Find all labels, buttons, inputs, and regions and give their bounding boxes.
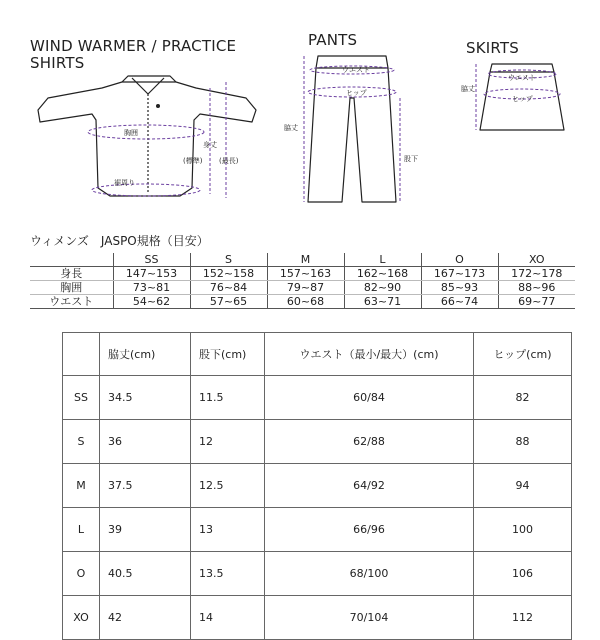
jaspo-cell: 152~158	[190, 267, 267, 281]
table-row	[63, 464, 572, 508]
jaspo-header-xo: XO	[498, 253, 575, 267]
waist-cell: 60/84	[265, 376, 474, 420]
inseam-cell: 12	[191, 420, 265, 464]
jaspo-cell: 73~81	[113, 281, 190, 295]
shirt-hem-label: 裾周り	[114, 179, 135, 187]
jaspo-cell: 82~90	[344, 281, 421, 295]
side-length-cell: 34.5	[100, 376, 191, 420]
hip-cell: 94	[474, 464, 572, 508]
jaspo-cell: 162~168	[344, 267, 421, 281]
jaspo-cell: 66~74	[421, 295, 498, 309]
jaspo-header-l: L	[344, 253, 421, 267]
skirts-title: SKIRTS	[466, 39, 519, 57]
jaspo-cell: 157~163	[267, 267, 344, 281]
jaspo-cell: 79~87	[267, 281, 344, 295]
table-row	[63, 420, 572, 464]
size-label: O	[63, 552, 100, 596]
size-label: L	[63, 508, 100, 552]
jaspo-cell: 69~77	[498, 295, 575, 309]
size-header-row	[63, 333, 572, 376]
jaspo-row-label: ウエスト	[30, 295, 113, 309]
shirt-chest-label: 胸囲	[124, 129, 138, 137]
jaspo-cell: 172~178	[498, 267, 575, 281]
jaspo-header-m: M	[267, 253, 344, 267]
table-row	[63, 552, 572, 596]
pants-waist-label: ウエスト	[342, 66, 370, 74]
skirt-waist-label: ウエスト	[508, 74, 536, 82]
size-label: M	[63, 464, 100, 508]
size-header-blank	[63, 333, 100, 376]
jaspo-row-waist	[30, 295, 575, 309]
side-length-cell: 39	[100, 508, 191, 552]
skirt-hip-label: ヒップ	[512, 95, 533, 103]
side-length-cell: 42	[100, 596, 191, 640]
jaspo-cell: 167~173	[421, 267, 498, 281]
side-length-cell: 40.5	[100, 552, 191, 596]
jaspo-cell: 85~93	[421, 281, 498, 295]
size-header-inseam: 股下(cm)	[191, 333, 265, 376]
skirt-side-length-label: 脇丈	[461, 85, 475, 93]
jaspo-row-label: 胸囲	[30, 281, 113, 295]
hip-cell: 82	[474, 376, 572, 420]
pants-hip-label: ヒップ	[346, 89, 367, 97]
jaspo-cell: 88~96	[498, 281, 575, 295]
jaspo-title: ウィメンズ JASPO規格（目安）	[30, 234, 209, 248]
pants-diagram	[300, 52, 420, 212]
inseam-cell: 13.5	[191, 552, 265, 596]
jaspo-cell: 63~71	[344, 295, 421, 309]
size-label: SS	[63, 376, 100, 420]
size-table	[62, 332, 572, 640]
hip-cell: 88	[474, 420, 572, 464]
waist-cell: 68/100	[265, 552, 474, 596]
jaspo-row-label: 身長	[30, 267, 113, 281]
jaspo-table	[30, 253, 575, 309]
jaspo-cell: 76~84	[190, 281, 267, 295]
jaspo-row-height	[30, 267, 575, 281]
size-label: S	[63, 420, 100, 464]
hip-cell: 112	[474, 596, 572, 640]
jaspo-header-blank	[30, 253, 113, 267]
waist-cell: 66/96	[265, 508, 474, 552]
shirts-title: WIND WARMER / PRACTICE SHIRTS	[30, 37, 237, 72]
jaspo-header-o: O	[421, 253, 498, 267]
jaspo-row-chest	[30, 281, 575, 295]
inseam-cell: 14	[191, 596, 265, 640]
table-row	[63, 508, 572, 552]
inseam-cell: 12.5	[191, 464, 265, 508]
side-length-cell: 36	[100, 420, 191, 464]
hip-cell: 100	[474, 508, 572, 552]
size-header-side-length: 脇丈(cm)	[100, 333, 191, 376]
inseam-cell: 11.5	[191, 376, 265, 420]
jaspo-cell: 147~153	[113, 267, 190, 281]
pants-inseam-label: 股下	[404, 155, 418, 163]
pants-title: PANTS	[308, 31, 358, 49]
hip-cell: 106	[474, 552, 572, 596]
pants-side-length-label: 脇丈	[284, 124, 298, 132]
inseam-cell: 13	[191, 508, 265, 552]
jaspo-cell: 60~68	[267, 295, 344, 309]
jaspo-cell: 57~65	[190, 295, 267, 309]
side-length-cell: 37.5	[100, 464, 191, 508]
size-header-waist: ウエスト（最小/最大）(cm)	[265, 333, 474, 376]
size-header-hip: ヒップ(cm)	[474, 333, 572, 376]
jaspo-header-row	[30, 253, 575, 267]
jaspo-header-s: S	[190, 253, 267, 267]
jaspo-header-ss: SS	[113, 253, 190, 267]
shirt-diagram	[30, 70, 270, 210]
waist-cell: 62/88	[265, 420, 474, 464]
shirt-standard-label: (標準)	[183, 157, 203, 165]
table-row	[63, 376, 572, 420]
shirt-longest-label: (最長)	[219, 157, 239, 165]
size-label: XO	[63, 596, 100, 640]
waist-cell: 64/92	[265, 464, 474, 508]
table-row	[63, 596, 572, 640]
shirt-body-length-label: 身丈	[203, 141, 217, 149]
jaspo-cell: 54~62	[113, 295, 190, 309]
waist-cell: 70/104	[265, 596, 474, 640]
